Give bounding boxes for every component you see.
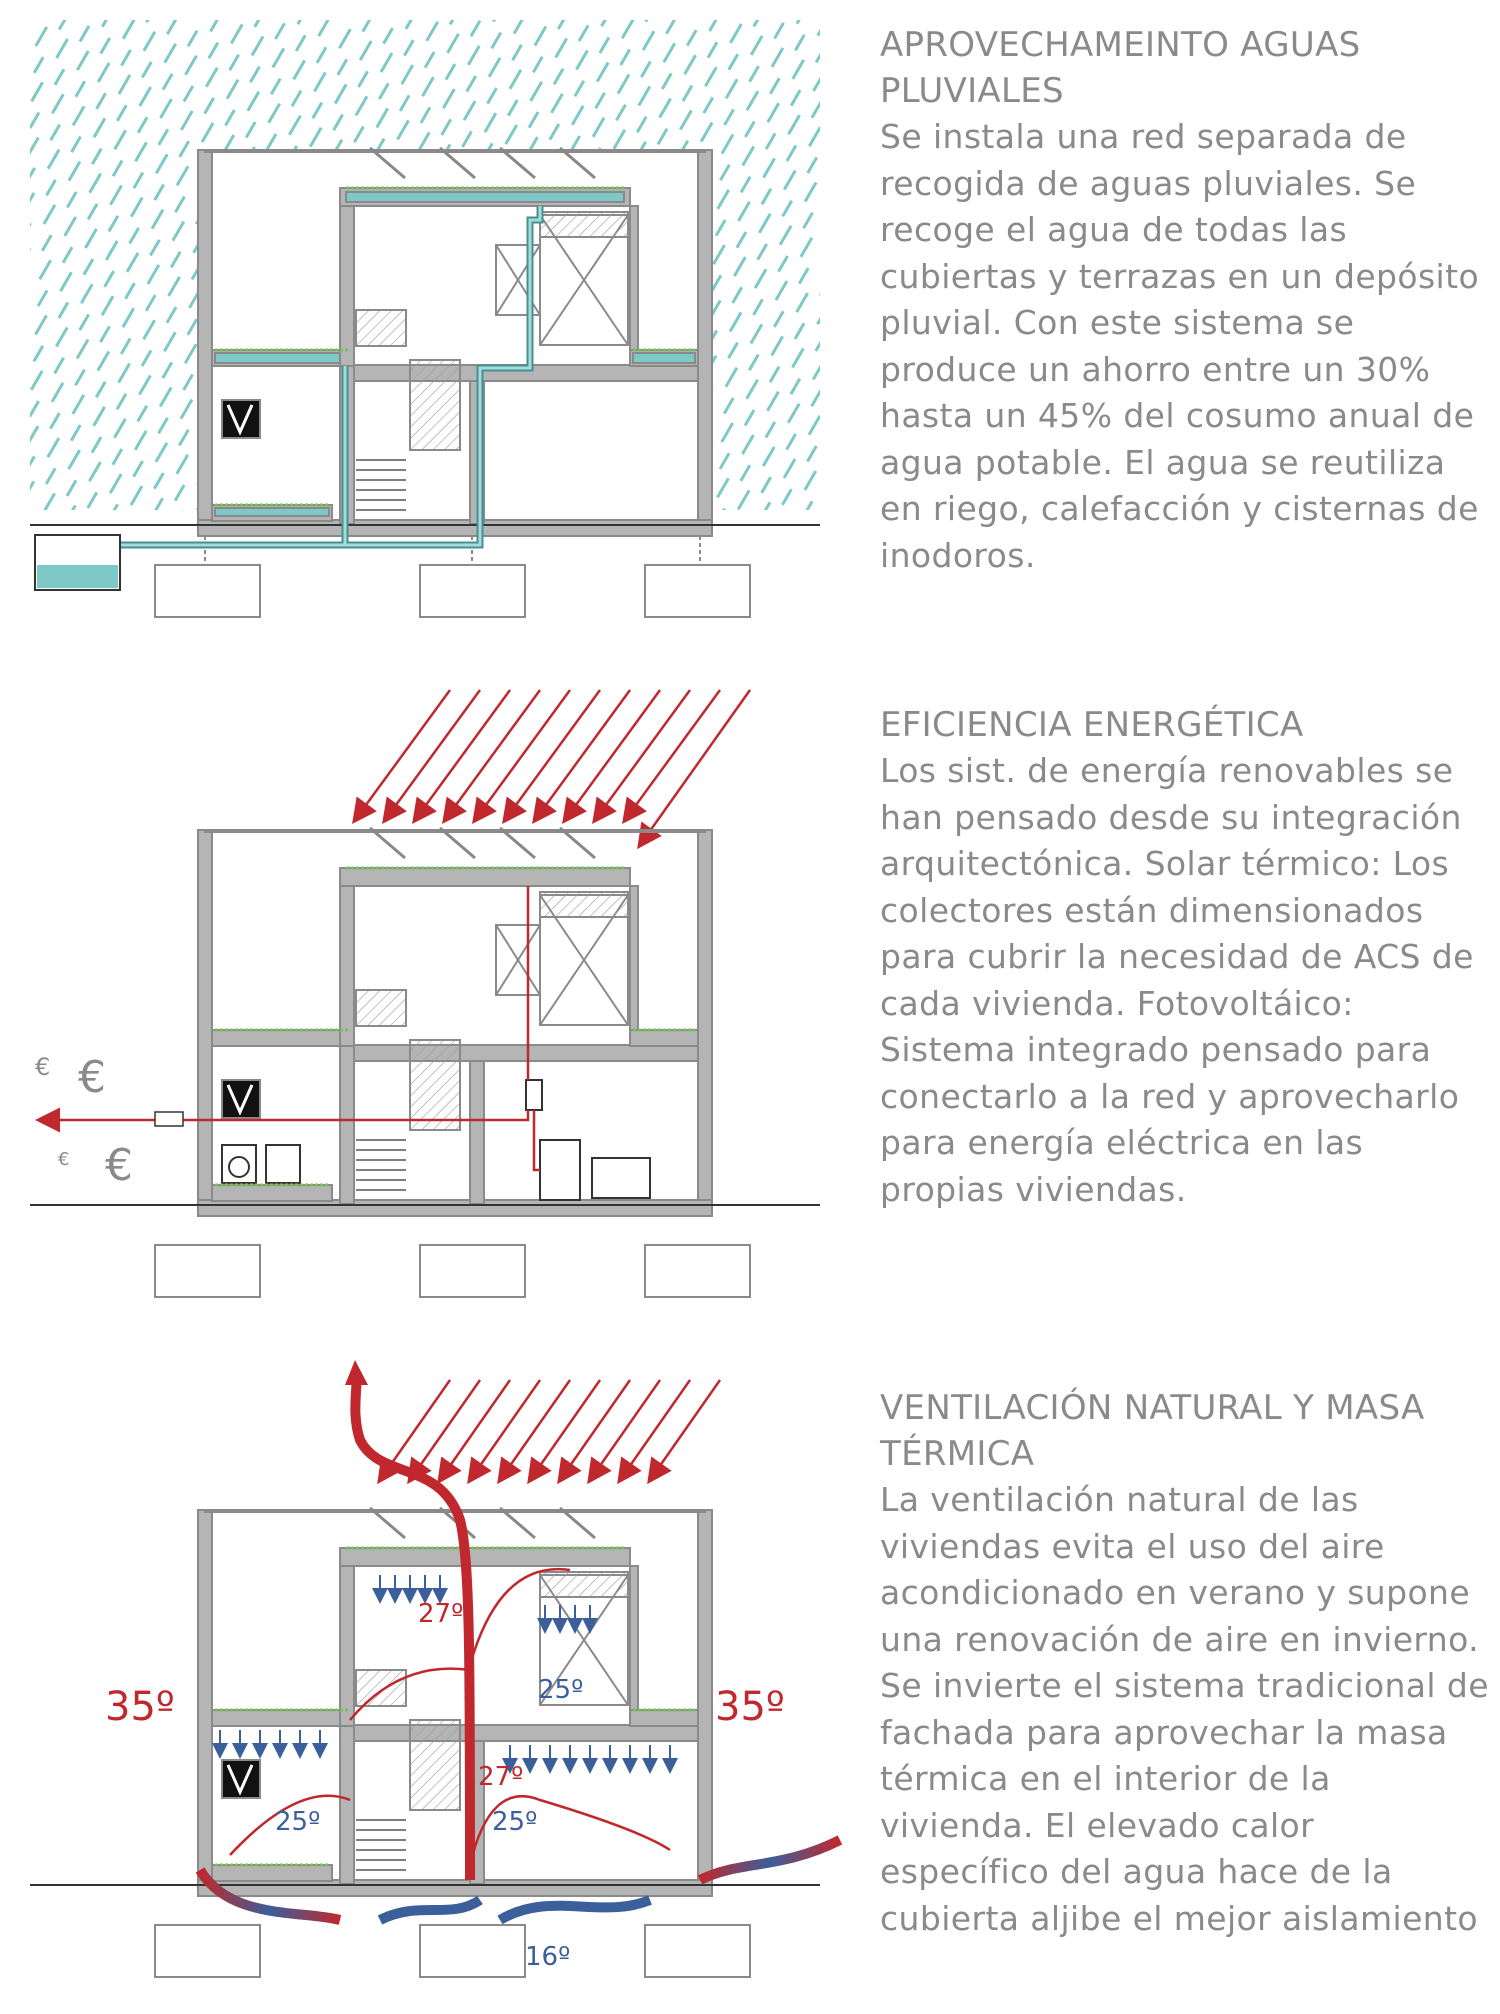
section-body: La ventilación natural de las viviendas evita el uso del aire acondicionado en verano y supone una renovación de aire en invierno. Se invierte el sistema tradicional de fachada para aprovechar la masa térmica en el interior de la vivienda. El elevado calor específico del agua hace de la cubierta aljibe el mejor aislamiento bbox=[880, 1480, 1489, 1938]
temp-upper-right-room: 25º bbox=[538, 1675, 584, 1705]
rainwater-section-diagram bbox=[0, 0, 870, 640]
temp-outside-left: 35º bbox=[105, 1684, 175, 1730]
energy-section-diagram bbox=[0, 680, 870, 1320]
temp-lower-right-room: 25º bbox=[492, 1807, 538, 1837]
euro-symbol: € bbox=[58, 1149, 70, 1170]
meter-icon bbox=[155, 1112, 183, 1126]
section-body: Los sist. de energía renovables se han pensado desde su integración arquitectónica. Solar térmico: Los colectores están dimensionados para cubrir la necesidad de ACS de cada vivienda. Fotovoltáico: Sistema integrado pensado para conectarlo a la red y aprovecharlo para energía eléctrica en las propias viviendas. bbox=[880, 751, 1474, 1209]
section-energy-text bbox=[880, 702, 1490, 1213]
euro-symbol: € bbox=[78, 1052, 106, 1103]
section-heading: APROVECHAMEINTO AGUAS PLUVIALES bbox=[880, 25, 1361, 111]
temp-ground: 16º bbox=[525, 1942, 571, 1972]
sun-rays bbox=[355, 690, 750, 845]
section-rainwater-text bbox=[880, 22, 1490, 579]
temp-upper-left-room: 27º bbox=[418, 1599, 464, 1629]
building-section bbox=[155, 830, 750, 1297]
section-heading: EFICIENCIA ENERGÉTICA bbox=[880, 705, 1304, 745]
temp-lower-left-room: 25º bbox=[275, 1807, 321, 1837]
electric-lines bbox=[40, 886, 540, 1170]
temp-lower-center: 27º bbox=[478, 1762, 524, 1792]
ventilation-section-diagram bbox=[0, 1360, 870, 2000]
section-heading: VENTILACIÓN NATURAL Y MASA TÉRMICA bbox=[880, 1388, 1425, 1474]
section-ventilation-text bbox=[880, 1385, 1490, 1942]
euro-symbol: € bbox=[35, 1053, 51, 1081]
sun-rays bbox=[380, 1380, 720, 1480]
euro-symbol: € bbox=[105, 1140, 133, 1191]
temp-outside-right: 35º bbox=[715, 1684, 785, 1730]
section-body: Se instala una red separada de recogida de aguas pluviales. Se recoge el agua de todas las cubiertas y terrazas en un depósito pluvial. Con este sistema se produce un ahorro entre un 30% hasta un 45% del cosumo anual de agua potable. El agua se reutiliza en riego, calefacción y cisternas de inodoros. bbox=[880, 117, 1480, 575]
